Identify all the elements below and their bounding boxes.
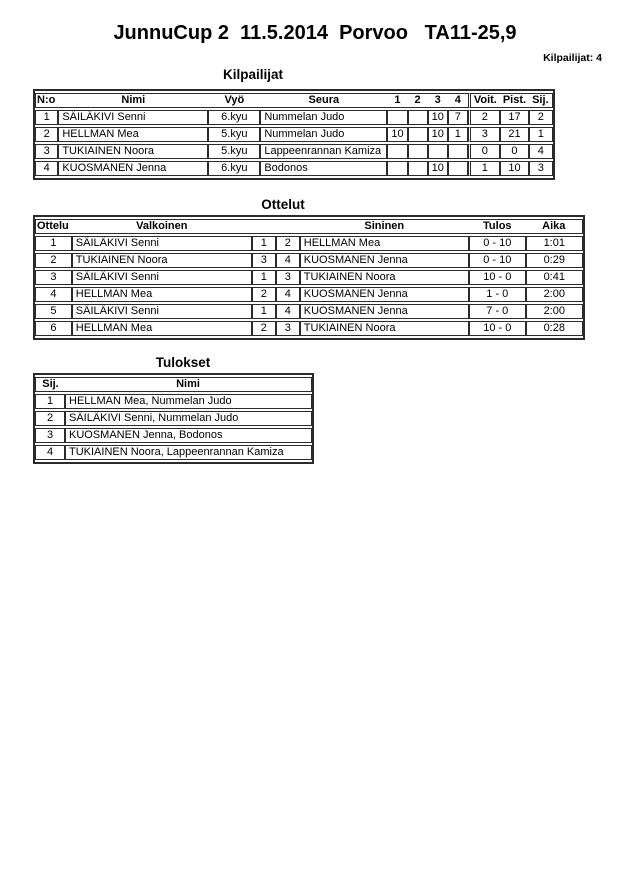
cell-tulos: 10 - 0 [469,321,526,336]
cell-nimi: SÄILÄKIVI Senni, Nummelan Judo [65,411,312,426]
ottelut-heading: Ottelut [261,197,305,212]
cell-voit: 1 [468,161,500,176]
cell-blue-name: KUOSMANEN Jenna [300,253,469,268]
cell-round-4 [448,144,468,159]
kilpailijat-heading: Kilpailijat [222,67,283,82]
cell-voit: 3 [468,127,500,142]
cell-round-4: 7 [448,110,468,125]
cell-match-no: 3 [35,270,72,285]
cell-round-3: 10 [428,127,448,142]
column-header-aika: Aika [526,219,583,234]
cell-nimi: KUOSMANEN Jenna [58,161,208,176]
ottelut-table [33,215,585,340]
cell-nimi: TUKIAINEN Noora, Lappeenrannan Kamiza [65,445,312,460]
table-row [35,304,583,319]
cell-blue-no: 4 [276,304,300,319]
participants-count: Kilpailijat: 4 [543,52,602,64]
cell-blue-no: 2 [276,236,300,251]
cell-round-1 [387,161,407,176]
tulokset-header-row [35,377,312,392]
cell-blue-name: TUKIAINEN Noora [300,321,469,336]
cell-no: 3 [35,144,58,159]
cell-white-name: HELLMAN Mea [72,287,252,302]
cell-blue-no: 4 [276,253,300,268]
table-row [35,428,312,443]
cell-round-1 [387,144,407,159]
cell-white-no: 1 [252,236,276,251]
column-header-seura: Seura [260,93,387,108]
kilpailijat-table [33,89,555,180]
cell-aika: 0:29 [526,253,583,268]
cell-nimi: HELLMAN Mea [58,127,208,142]
column-header-round-3: 3 [428,93,448,108]
cell-seura: Nummelan Judo [260,127,387,142]
cell-white-name: SÄILÄKIVI Senni [72,236,252,251]
column-header-tulos: Tulos [469,219,526,234]
cell-vyo: 5.kyu [208,127,260,142]
cell-blue-no: 4 [276,287,300,302]
tulokset-table [33,373,314,464]
column-header-round-4: 4 [448,93,468,108]
column-header-spacer [276,219,300,234]
cell-tulos: 0 - 10 [469,253,526,268]
cell-pist: 0 [500,144,529,159]
cell-sij: 2 [35,411,65,426]
cell-sij: 2 [529,110,553,125]
cell-nimi: SÄILÄKIVI Senni [58,110,208,125]
cell-seura: Nummelan Judo [260,110,387,125]
cell-blue-name: HELLMAN Mea [300,236,469,251]
cell-aika: 2:00 [526,304,583,319]
cell-white-name: SÄILÄKIVI Senni [72,304,252,319]
cell-pist: 17 [500,110,529,125]
cell-match-no: 2 [35,253,72,268]
table-row [35,270,583,285]
cell-round-1: 10 [387,127,407,142]
cell-voit: 0 [468,144,500,159]
cell-sij: 3 [529,161,553,176]
column-header-round-1: 1 [387,93,407,108]
cell-vyo: 6.kyu [208,161,260,176]
column-header-vyo: Vyö [208,93,260,108]
cell-round-1 [387,110,407,125]
cell-white-name: SÄILÄKIVI Senni [72,270,252,285]
cell-no: 2 [35,127,58,142]
cell-round-3: 10 [428,110,448,125]
cell-blue-name: TUKIAINEN Noora [300,270,469,285]
cell-match-no: 6 [35,321,72,336]
cell-vyo: 5.kyu [208,144,260,159]
column-header-nimi: Nimi [65,377,312,392]
cell-match-no: 1 [35,236,72,251]
cell-sij: 3 [35,428,65,443]
cell-pist: 10 [500,161,529,176]
tulokset-heading: Tulokset [155,355,211,370]
column-header-spacer [252,219,276,234]
cell-tulos: 10 - 0 [469,270,526,285]
cell-white-name: HELLMAN Mea [72,321,252,336]
cell-white-no: 1 [252,270,276,285]
cell-aika: 2:00 [526,287,583,302]
cell-aika: 1:01 [526,236,583,251]
kilpailijat-header-row [35,93,553,108]
table-row [35,144,553,159]
column-header-ottelu: Ottelu [35,219,72,234]
cell-seura: Bodonos [260,161,387,176]
cell-blue-name: KUOSMANEN Jenna [300,287,469,302]
cell-match-no: 4 [35,287,72,302]
cell-white-no: 1 [252,304,276,319]
table-row [35,253,583,268]
cell-round-4: 1 [448,127,468,142]
table-row [35,127,553,142]
table-row [35,411,312,426]
table-row [35,321,583,336]
cell-sij: 4 [35,445,65,460]
column-header-round-2: 2 [408,93,428,108]
table-row [35,394,312,409]
page-title: JunnuCup 2 11.5.2014 Porvoo TA11-25,9 [113,22,517,44]
cell-vyo: 6.kyu [208,110,260,125]
cell-seura: Lappeenrannan Kamiza [260,144,387,159]
cell-nimi: TUKIAINEN Noora [58,144,208,159]
cell-match-no: 5 [35,304,72,319]
cell-aika: 0:28 [526,321,583,336]
cell-white-no: 3 [252,253,276,268]
table-row [35,445,312,460]
cell-blue-name: KUOSMANEN Jenna [300,304,469,319]
cell-sij: 4 [529,144,553,159]
cell-white-name: TUKIAINEN Noora [72,253,252,268]
cell-blue-no: 3 [276,270,300,285]
cell-round-4 [448,161,468,176]
cell-sij: 1 [529,127,553,142]
table-row [35,110,553,125]
cell-round-3 [428,144,448,159]
cell-white-no: 2 [252,321,276,336]
ottelut-header-row [35,219,583,234]
cell-tulos: 1 - 0 [469,287,526,302]
cell-round-2 [408,110,428,125]
cell-nimi: KUOSMANEN Jenna, Bodonos [65,428,312,443]
column-header-voit: Voit. [468,93,500,108]
cell-tulos: 7 - 0 [469,304,526,319]
cell-round-2 [408,127,428,142]
column-header-valkoinen: Valkoinen [72,219,252,234]
cell-tulos: 0 - 10 [469,236,526,251]
column-header-nimi: Nimi [58,93,208,108]
cell-blue-no: 3 [276,321,300,336]
cell-no: 1 [35,110,58,125]
cell-pist: 21 [500,127,529,142]
cell-sij: 1 [35,394,65,409]
column-header-sij: Sij. [35,377,65,392]
column-header-no: N:o [35,93,58,108]
cell-round-2 [408,144,428,159]
cell-aika: 0:41 [526,270,583,285]
cell-voit: 2 [468,110,500,125]
table-row [35,236,583,251]
column-header-pist: Pist. [500,93,529,108]
table-row [35,161,553,176]
cell-no: 4 [35,161,58,176]
cell-nimi: HELLMAN Mea, Nummelan Judo [65,394,312,409]
cell-round-3: 10 [428,161,448,176]
column-header-sij: Sij. [529,93,553,108]
table-row [35,287,583,302]
cell-round-2 [408,161,428,176]
cell-white-no: 2 [252,287,276,302]
column-header-sininen: Sininen [300,219,469,234]
